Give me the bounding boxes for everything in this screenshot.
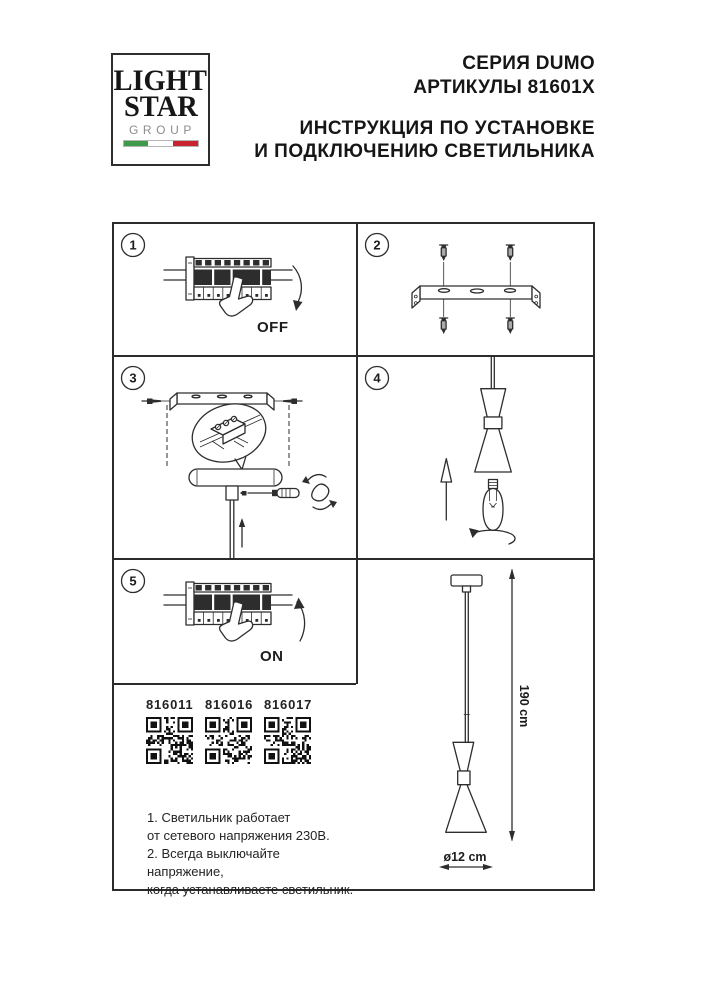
instruction-line-1: ИНСТРУКЦИЯ ПО УСТАНОВКЕ [299,118,595,139]
step-5-number: 5 [129,573,137,589]
safety-notes [147,809,356,899]
hand-turning-sketch [312,484,329,501]
step-4-number: 4 [373,370,381,386]
note-line: когда устанавливаете светильник. [147,882,354,897]
product-816011 [146,697,198,764]
series-title [413,52,595,100]
step-3-number: 3 [129,370,137,386]
step1-breaker-off-diagram [114,224,356,355]
screw-icon [440,318,448,334]
qr-code-icon [205,717,252,764]
step4-shade-bulb-diagram [358,357,593,558]
arrow-up-icon [294,598,305,610]
arrow-down-icon [293,300,303,311]
screw-icon [506,245,514,261]
on-label: ON [260,648,284,665]
diameter-dimension-label: ø12 cm [443,850,487,864]
diagram-grid [112,222,595,897]
logo-word-star: STAR [123,90,198,123]
arrow-up-icon [441,459,452,482]
logo-word-light: LIGHT [113,64,208,97]
arrow-up-icon [239,518,245,527]
product-816016 [205,697,257,764]
product-codes-section [114,685,356,897]
qr-code-icon [264,717,311,764]
off-label: OFF [257,319,289,336]
product-code-label: 816017 [264,697,313,712]
height-dimension-label: 190 cm [517,684,531,728]
note-line: от сетевого напряжения 230В. [147,828,330,843]
pendant-dimension-diagram [358,560,593,889]
note-line: 1. Светильник работает [147,810,291,825]
articles-line: АРТИКУЛЫ 81601X [413,77,595,98]
series-line: СЕРИЯ DUMO [462,53,595,74]
instruction-title [254,117,595,163]
flag-green [124,141,149,146]
step-2-number: 2 [373,237,381,253]
rotate-arrow-icon [474,530,515,544]
step-1-number: 1 [129,237,137,253]
logo-word-group: GROUP [128,123,196,137]
qr-code-icon [146,717,193,764]
flag-red [173,141,198,146]
note-line: 2. Всегда выключайте напряжение, [147,846,280,879]
product-816017 [264,697,316,764]
product-code-label: 816011 [146,697,194,712]
product-code-label: 816016 [205,697,254,712]
lightstar-logo [111,53,210,166]
step3-canopy-mounting-diagram [114,357,356,558]
flag-white [148,141,173,146]
instruction-line-2: И ПОДКЛЮЧЕНИЮ СВЕТИЛЬНИКА [254,141,595,162]
step2-bracket-diagram [358,224,593,355]
screw-icon [506,318,514,334]
italian-flag-icon [123,140,199,147]
step5-breaker-on-diagram [114,560,356,683]
screw-icon [440,245,448,261]
